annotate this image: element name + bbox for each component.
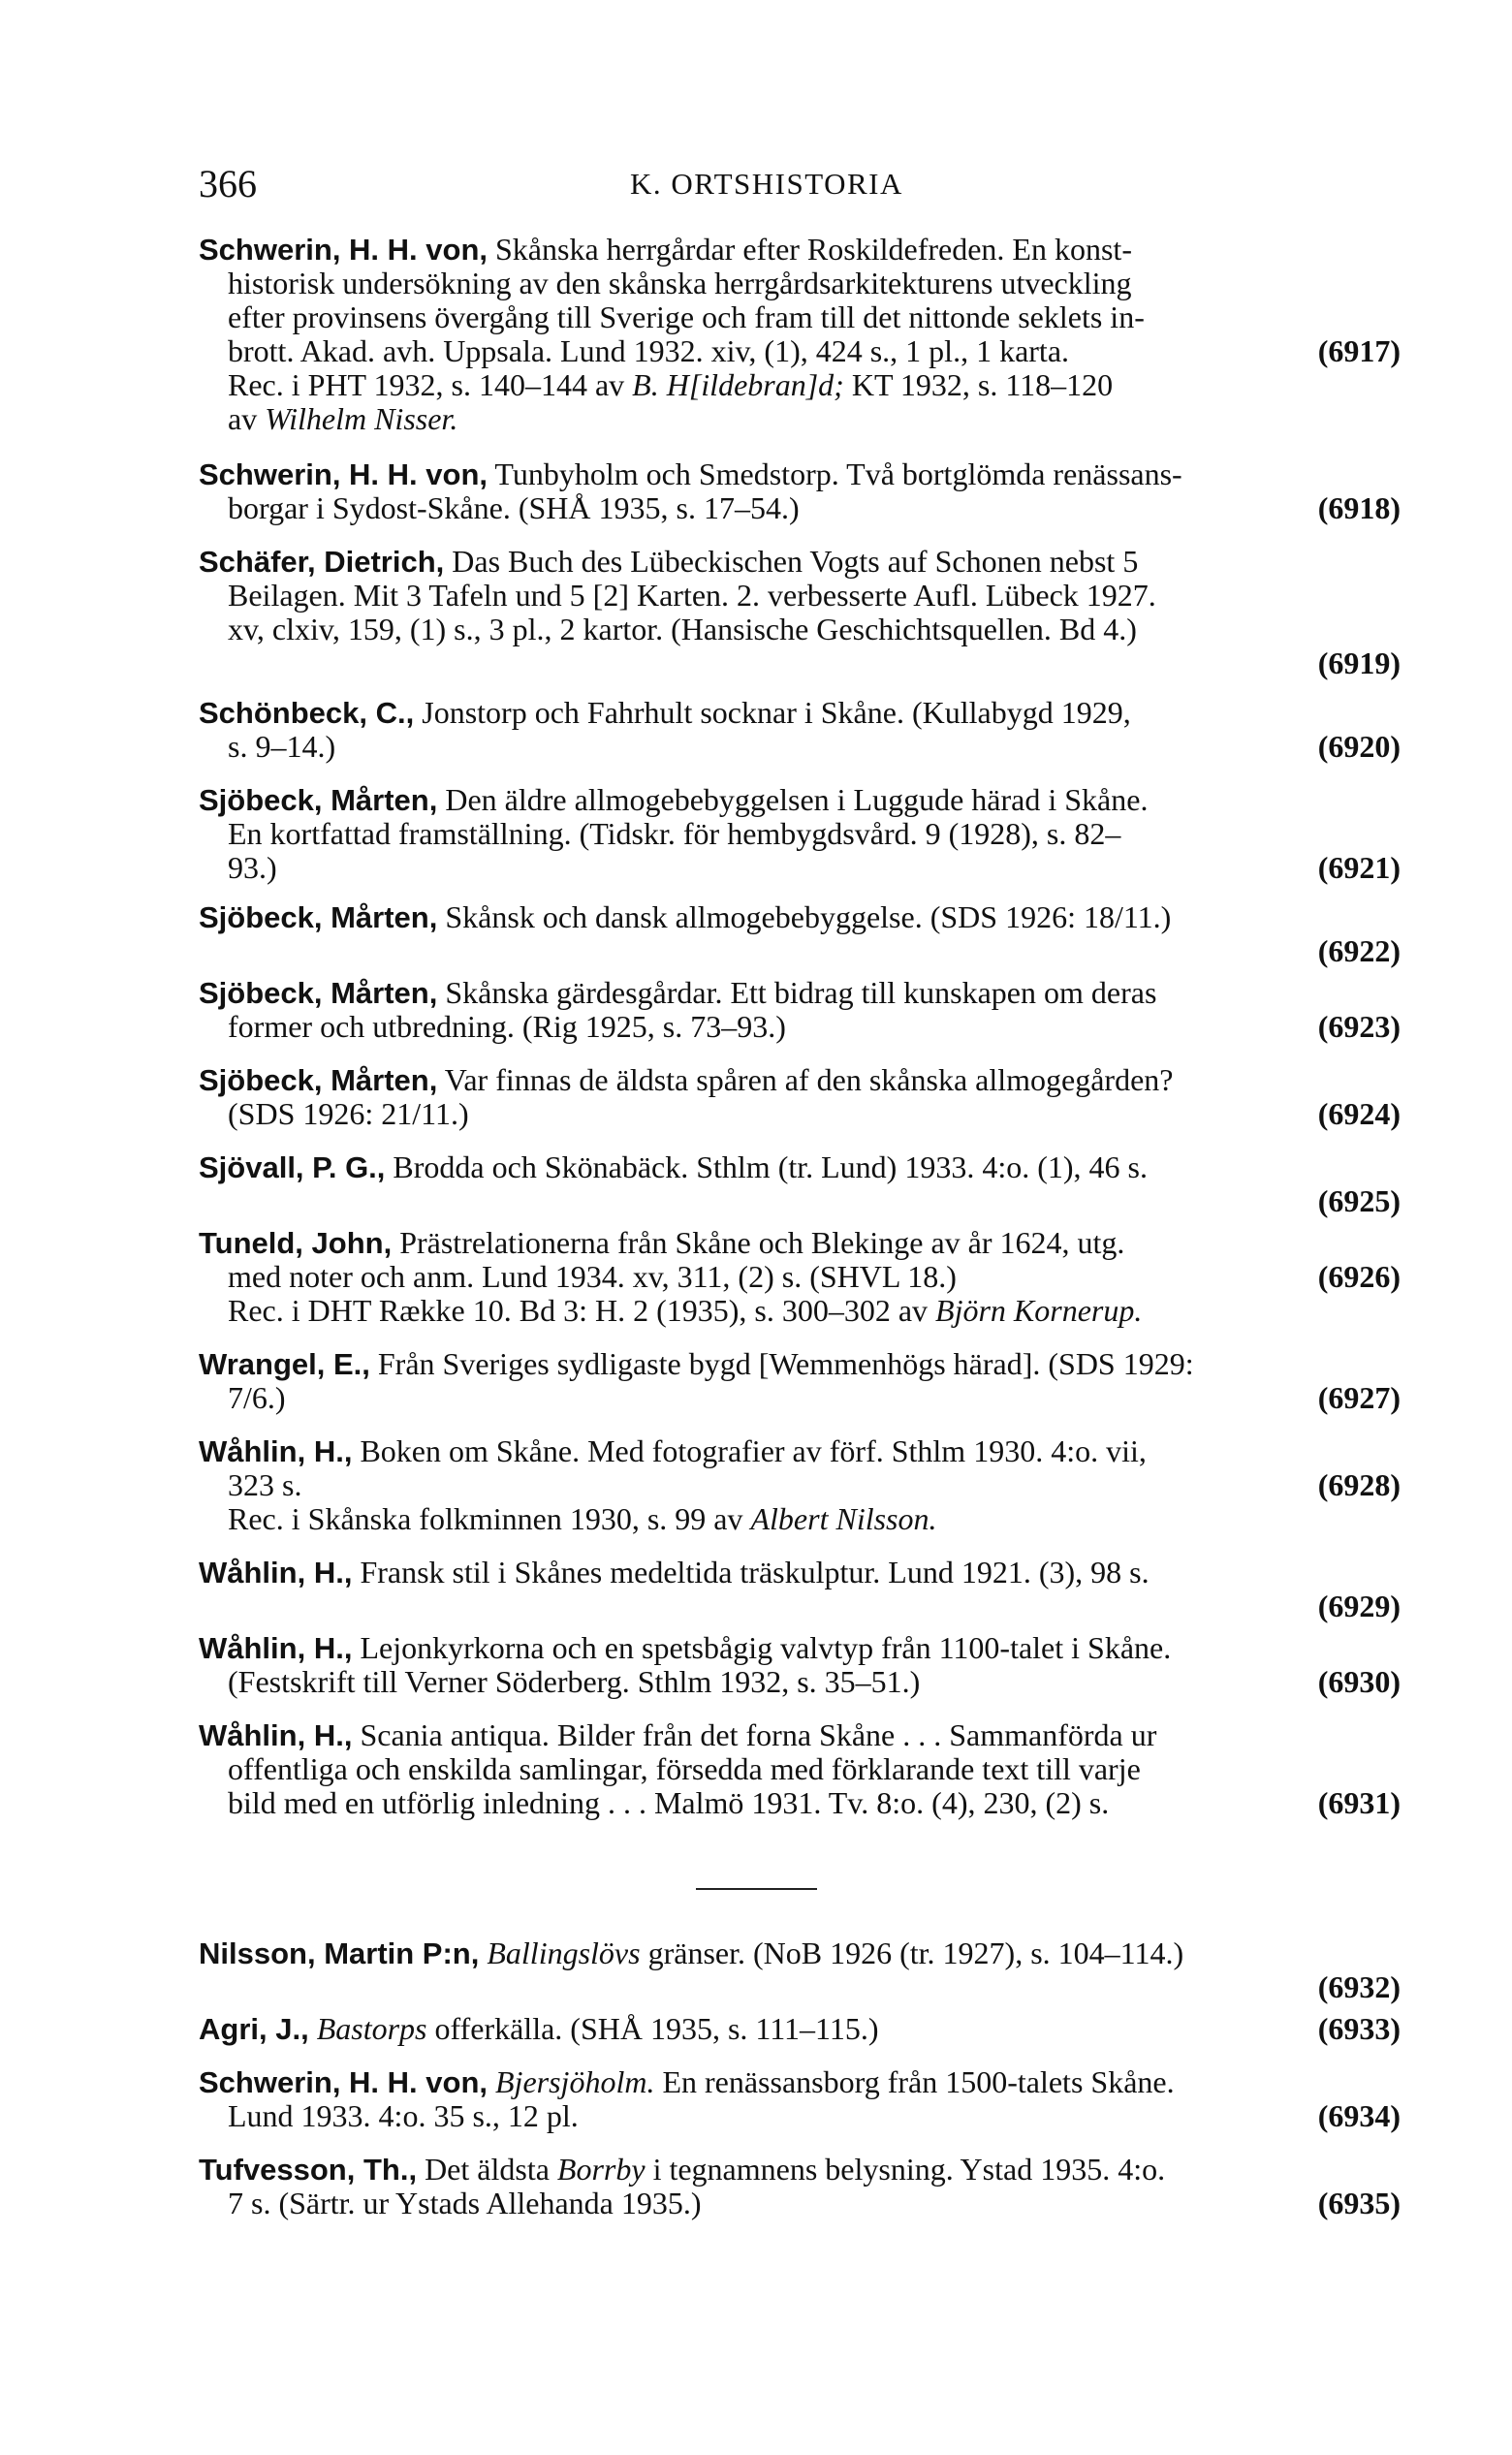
entry-text: Beilagen. Mit 3 Tafeln und 5 [2] Karten. 2. verbesserte Aufl. Lübeck 1927.	[228, 578, 1156, 613]
entry-text: Prästrelationerna från Skåne och Blekinge av år 1624, utg.	[392, 1225, 1125, 1260]
entry-number: (6922)	[1317, 933, 1401, 968]
entry-author: Sjöbeck, Mårten,	[199, 976, 438, 1010]
bibliography-list-place-names	[199, 1936, 1401, 2220]
entry-6935	[199, 2153, 1401, 2220]
entry-text: xv, clxiv, 159, (1) s., 3 pl., 2 kartor. (Hansische Geschichtsquellen. Bd 4.)	[228, 612, 1137, 646]
entry-6928	[199, 1434, 1401, 1536]
entry-6918	[199, 457, 1401, 525]
entry-text: 7/6.)	[228, 1380, 286, 1415]
entry-text: (SDS 1926: 21/11.)	[228, 1096, 469, 1131]
entry-text: bild med en utförlig inledning . . . Malmö 1931. Tv. 8:o. (4), 230, (2) s.	[228, 1785, 1110, 1820]
entry-author: Schwerin, H. H. von,	[199, 233, 488, 267]
entry-number: (6933)	[1317, 2011, 1401, 2046]
entry-author: Wrangel, E.,	[199, 1347, 370, 1381]
page-header	[199, 161, 1401, 209]
running-title: K. ORTSHISTORIA	[630, 167, 903, 201]
entry-text: 323 s.	[228, 1467, 302, 1502]
entry-number: (6919)	[1317, 645, 1401, 680]
review-author: Wilhelm Nisser.	[265, 401, 458, 436]
bibliography-list	[199, 233, 1401, 1820]
entry-number: (6934)	[1317, 2098, 1401, 2133]
entry-text: s. 9–14.)	[228, 729, 336, 764]
entry-title: Borrby	[556, 2152, 646, 2187]
entry-text: Fransk stil i Skånes medeltida träskulptur. Lund 1921. (3), 98 s.	[352, 1555, 1150, 1589]
entry-text: Skånsk och dansk allmogebebyggelse. (SDS 1926: 18/11.)	[437, 899, 1172, 934]
entry-text: Lejonkyrkorna och en spetsbågig valvtyp från 1100-talet i Skåne.	[352, 1630, 1172, 1665]
entry-text: efter provinsens övergång till Sverige och fram till det nittonde seklets in-	[228, 299, 1145, 334]
entry-author: Schönbeck, C.,	[199, 696, 415, 730]
entry-6929	[199, 1556, 1401, 1623]
entry-6927	[199, 1347, 1401, 1415]
review-author: B. H[ildebran]d;	[632, 367, 844, 402]
entry-text: borgar i Sydost-Skåne. (SHÅ 1935, s. 17–54.)	[228, 490, 800, 525]
entry-number: (6920)	[1317, 729, 1401, 764]
entry-author: Wåhlin, H.,	[199, 1434, 353, 1468]
review-text: av	[228, 401, 266, 436]
entry-author: Sjöbeck, Mårten,	[199, 1063, 438, 1097]
entry-number: (6924)	[1317, 1096, 1401, 1131]
entry-text: i tegnamnens belysning. Ystad 1935. 4:o.	[645, 2152, 1166, 2187]
entry-text: Boken om Skåne. Med fotografier av förf. Sthlm 1930. 4:o. vii,	[352, 1433, 1147, 1468]
page-number: 366	[199, 162, 257, 205]
entry-author: Agri, J.,	[199, 2012, 309, 2046]
entry-6926	[199, 1226, 1401, 1328]
entry-text: former och utbredning. (Rig 1925, s. 73–93.)	[228, 1009, 786, 1044]
entry-author: Wåhlin, H.,	[199, 1631, 353, 1665]
entry-text: Tunbyholm och Smedstorp. Två bortglömda renässans-	[488, 456, 1182, 491]
entry-author: Wåhlin, H.,	[199, 1718, 353, 1752]
entry-author: Sjöbeck, Mårten,	[199, 783, 438, 817]
entry-number: (6935)	[1317, 2186, 1401, 2220]
entry-6917	[199, 233, 1401, 436]
entry-6923	[199, 976, 1401, 1044]
entry-number: (6931)	[1317, 1785, 1401, 1820]
entry-text: Den äldre allmogebebyggelsen i Luggude härad i Skåne.	[437, 782, 1149, 817]
entry-author: Sjöbeck, Mårten,	[199, 900, 438, 934]
review-text: KT 1932, s. 118–120	[843, 367, 1114, 402]
entry-text: Das Buch des Lübeckischen Vogts auf Schonen nebst 5	[444, 544, 1139, 579]
entry-author: Sjövall, P. G.,	[199, 1150, 386, 1184]
entry-author: Schwerin, H. H. von,	[199, 2065, 488, 2099]
review-text: Rec. i PHT 1932, s. 140–144 av	[228, 367, 633, 402]
review-text: Rec. i DHT Række 10. Bd 3: H. 2 (1935), s. 300–302 av	[228, 1293, 936, 1328]
entry-number: (6926)	[1317, 1259, 1401, 1294]
review-author: Albert Nilsson.	[750, 1501, 937, 1536]
entry-title: Bjersjöholm.	[488, 2064, 655, 2099]
entry-number: (6929)	[1317, 1589, 1401, 1623]
entry-text: med noter och anm. Lund 1934. xv, 311, (2) s. (SHVL 18.)	[228, 1259, 957, 1294]
entry-number: (6923)	[1317, 1009, 1401, 1044]
entry-text: 93.)	[228, 850, 277, 885]
entry-number: (6930)	[1317, 1664, 1401, 1699]
entry-number: (6918)	[1317, 490, 1401, 525]
entry-number: (6932)	[1317, 1969, 1401, 2004]
entry-6924	[199, 1063, 1401, 1131]
entry-number: (6917)	[1317, 333, 1401, 368]
entry-text: En renässansborg från 1500-talets Skåne.	[654, 2064, 1175, 2099]
entry-text: Från Sveriges sydligaste bygd [Wemmenhögs härad]. (SDS 1929:	[369, 1346, 1194, 1381]
entry-text: Var finnas de äldsta spåren af den skånska allmogegården?	[437, 1062, 1174, 1097]
entry-author: Tufvesson, Th.,	[199, 2153, 418, 2187]
entry-text: Det äldsta	[417, 2152, 557, 2187]
entry-text: Scania antiqua. Bilder från det forna Skåne . . . Sammanförda ur	[352, 1717, 1157, 1752]
entry-6933	[199, 2012, 1401, 2046]
entry-text: historisk undersökning av den skånska herrgårdsarkitekturens utveckling	[228, 266, 1132, 300]
entry-text: (Festskrift till Verner Söderberg. Sthlm 1932, s. 35–51.)	[228, 1664, 921, 1699]
entry-text: gränser. (NoB 1926 (tr. 1927), s. 104–114.)	[640, 1936, 1184, 1970]
entry-author: Schäfer, Dietrich,	[199, 545, 445, 579]
entry-author: Wåhlin, H.,	[199, 1556, 353, 1589]
entry-text: brott. Akad. avh. Uppsala. Lund 1932. xiv, (1), 424 s., 1 pl., 1 karta.	[228, 333, 1070, 368]
entry-number: (6928)	[1317, 1467, 1401, 1502]
entry-6922	[199, 900, 1401, 968]
section-divider	[696, 1888, 817, 1890]
entry-6930	[199, 1631, 1401, 1699]
entry-text: Skånska gärdesgårdar. Ett bidrag till kunskapen om deras	[437, 975, 1157, 1010]
entry-author: Schwerin, H. H. von,	[199, 457, 488, 491]
entry-6934	[199, 2065, 1401, 2133]
entry-6919	[199, 545, 1401, 680]
review-author: Björn Kornerup.	[935, 1293, 1143, 1328]
entry-title: Ballingslövs	[479, 1936, 641, 1970]
entry-text: En kortfattad framställning. (Tidskr. för hembygdsvård. 9 (1928), s. 82–	[228, 816, 1121, 851]
entry-6925	[199, 1150, 1401, 1218]
entry-6921	[199, 783, 1401, 885]
entry-number: (6927)	[1317, 1380, 1401, 1415]
entry-text: Brodda och Skönabäck. Sthlm (tr. Lund) 1933. 4:o. (1), 46 s.	[385, 1149, 1148, 1184]
entry-text: offerkälla. (SHÅ 1935, s. 111–115.)	[426, 2011, 879, 2046]
entry-6920	[199, 696, 1401, 764]
entry-6932	[199, 1936, 1401, 2004]
entry-text: Lund 1933. 4:o. 35 s., 12 pl.	[228, 2098, 579, 2133]
entry-title: Bastorps	[308, 2011, 427, 2046]
review-text: Rec. i Skånska folkminnen 1930, s. 99 av	[228, 1501, 751, 1536]
entry-number: (6925)	[1317, 1183, 1401, 1218]
entry-text: Jonstorp och Fahrhult socknar i Skåne. (Kullabygd 1929,	[414, 695, 1131, 730]
entry-author: Tuneld, John,	[199, 1226, 393, 1260]
entry-6931	[199, 1718, 1401, 1820]
entry-author: Nilsson, Martin P:n,	[199, 1936, 480, 1970]
entry-number: (6921)	[1317, 850, 1401, 885]
entry-text: offentliga och enskilda samlingar, försedda med förklarande text till varje	[228, 1751, 1141, 1786]
entry-text: Skånska herrgårdar efter Roskildefreden. En konst-	[488, 232, 1132, 267]
entry-text: 7 s. (Särtr. ur Ystads Allehanda 1935.)	[228, 2186, 702, 2220]
